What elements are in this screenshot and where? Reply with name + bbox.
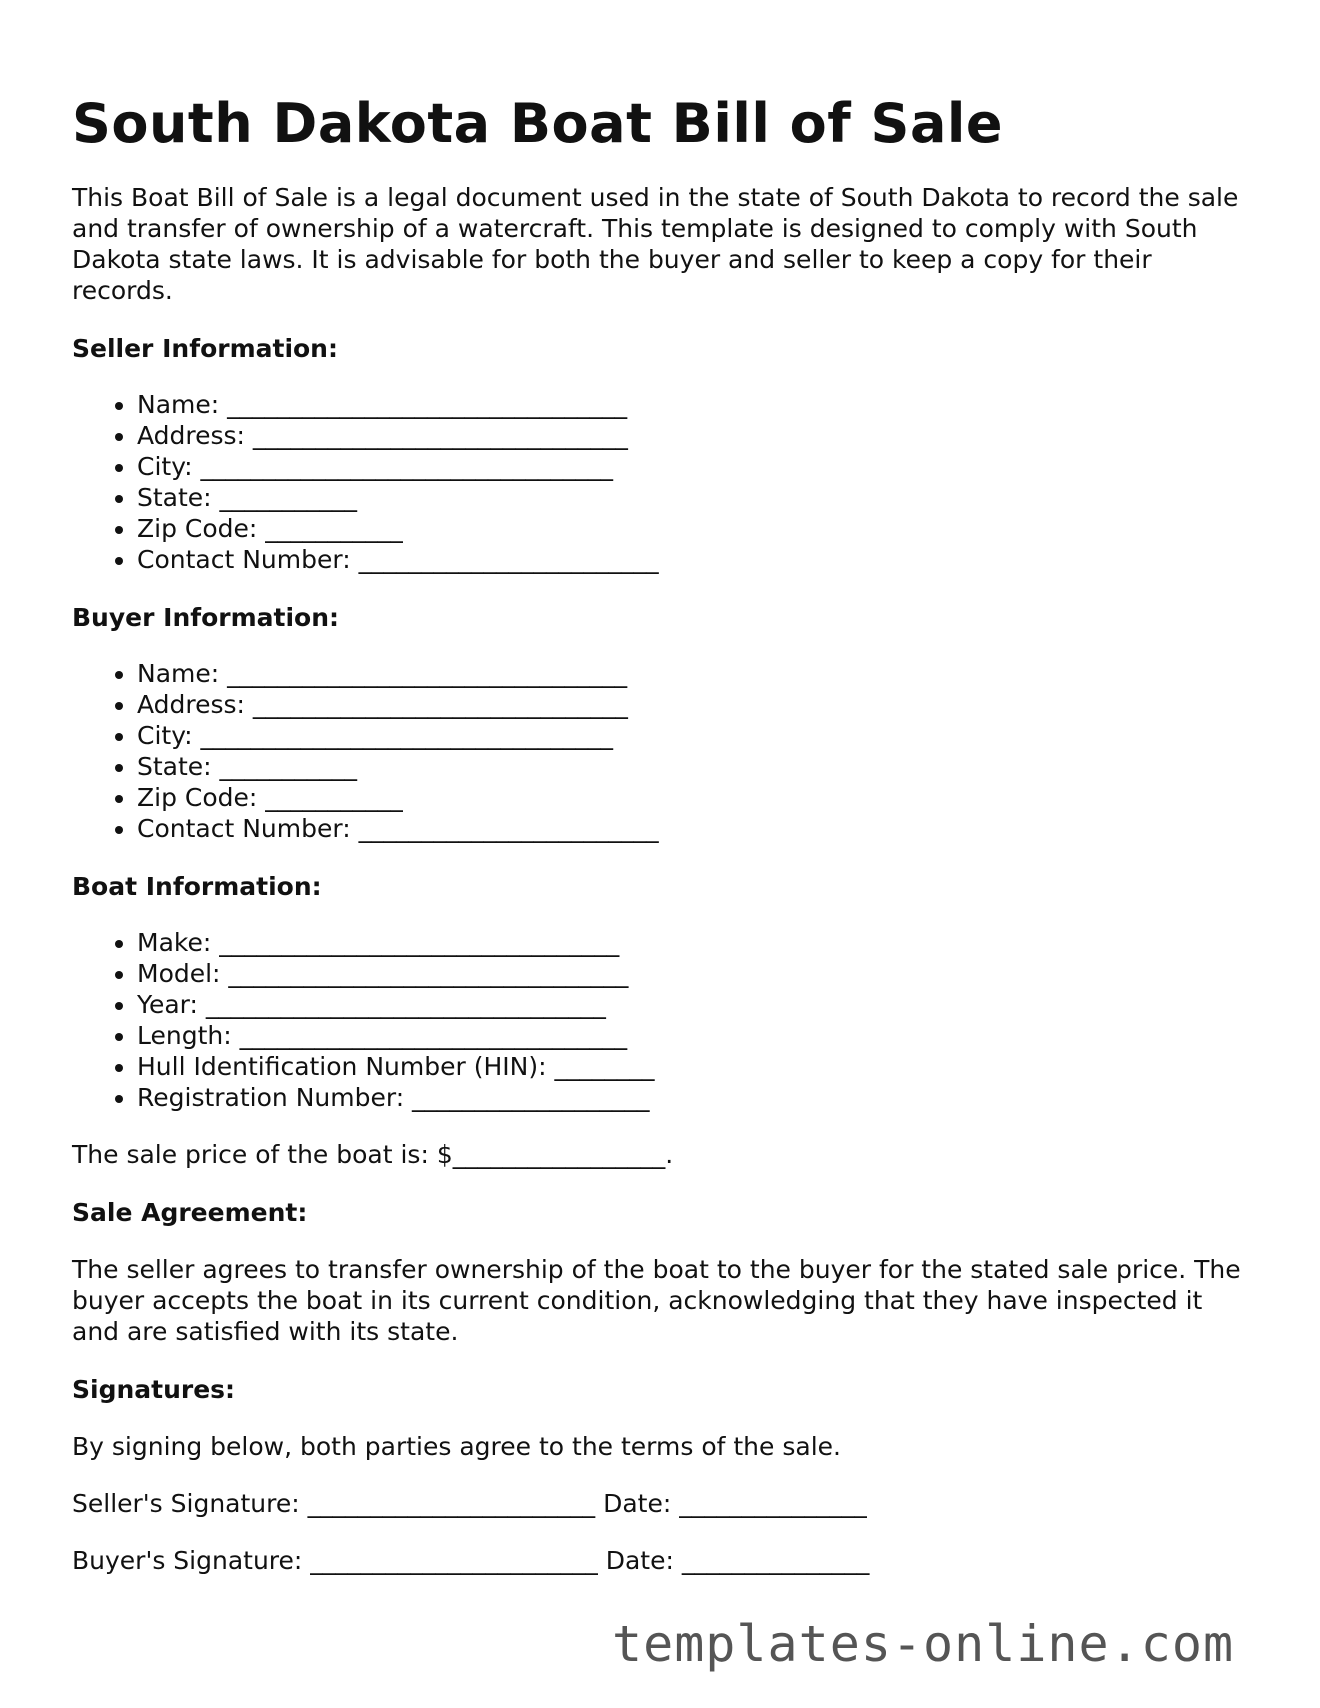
document-title: South Dakota Boat Bill of Sale [72, 92, 1004, 155]
boat-information-heading: Boat Information: [72, 872, 322, 901]
buyer-signature-line: Buyer's Signature: _______________________ Date: _______________ [72, 1546, 870, 1575]
signatures-heading: Signatures: [72, 1375, 236, 1404]
boat-registration-field: • Registration Number: ___________________ [137, 1082, 1242, 1113]
seller-address-field: • Address: ______________________________ [137, 420, 1242, 451]
buyer-address-field: • Address: ______________________________ [137, 689, 1242, 720]
boat-hin-field: • Hull Identification Number (HIN): ________ [137, 1051, 1242, 1082]
buyer-contact-field: • Contact Number: ________________________ [137, 813, 1242, 844]
boat-make-field: • Make: ________________________________ [137, 927, 1242, 958]
seller-zip-field: • Zip Code: ___________ [137, 513, 1242, 544]
seller-city-field: • City: _________________________________ [137, 451, 1242, 482]
seller-signature-line: Seller's Signature: _______________________ Date: _______________ [72, 1489, 867, 1518]
buyer-information-heading: Buyer Information: [72, 603, 340, 632]
seller-fields-list [72, 389, 1242, 575]
boat-fields-list [72, 927, 1242, 1113]
seller-name-field: • Name: ________________________________ [137, 389, 1242, 420]
buyer-name-field: • Name: ________________________________ [137, 658, 1242, 689]
boat-model-field: • Model: ________________________________ [137, 958, 1242, 989]
buyer-fields-list [72, 658, 1242, 844]
buyer-zip-field: • Zip Code: ___________ [137, 782, 1242, 813]
boat-year-field: • Year: ________________________________ [137, 989, 1242, 1020]
sale-price-line: The sale price of the boat is: $_________________. [72, 1140, 674, 1169]
seller-state-field: • State: ___________ [137, 482, 1242, 513]
document-body [72, 88, 1242, 1576]
sale-agreement-text: The seller agrees to transfer ownership of the boat to the buyer for the stated sale price. The buyer accepts the boat in its current condition, acknowledging that they have inspected it and are satisfied with its state. [72, 1255, 1241, 1346]
seller-contact-field: • Contact Number: ________________________ [137, 544, 1242, 575]
buyer-city-field: • City: _________________________________ [137, 720, 1242, 751]
seller-information-heading: Seller Information: [72, 334, 338, 363]
boat-length-field: • Length: _______________________________ [137, 1020, 1242, 1051]
sale-agreement-heading: Sale Agreement: [72, 1198, 308, 1227]
watermark-text: templates-online.com [612, 1615, 1235, 1673]
buyer-state-field: • State: ___________ [137, 751, 1242, 782]
intro-paragraph: This Boat Bill of Sale is a legal document used in the state of South Dakota to record the sale and transfer of ownership of a watercraft. This template is designed to comply with South Dakota state laws. It is advisable for both the buyer and seller to keep a copy for their records. [72, 183, 1239, 305]
signatures-statement: By signing below, both parties agree to the terms of the sale. [72, 1432, 841, 1461]
